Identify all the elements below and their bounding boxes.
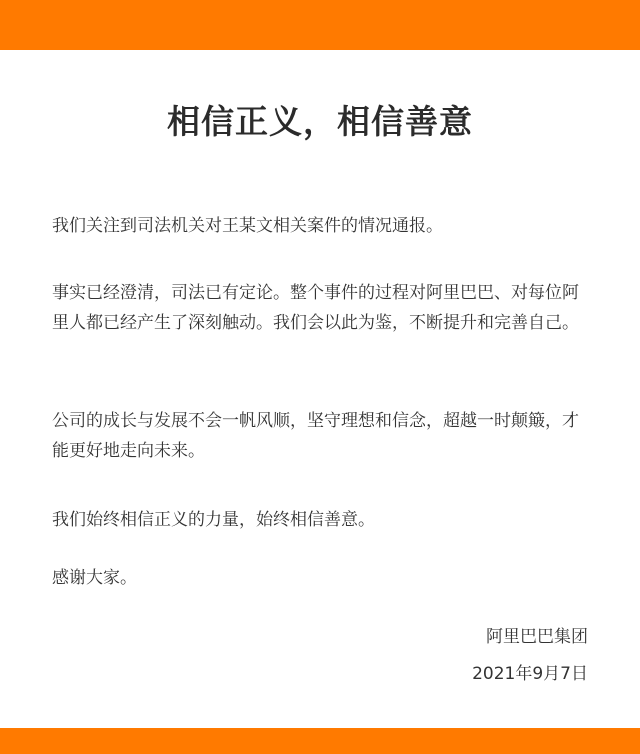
paragraph-3: 公司的成长与发展不会一帆风顺，坚守理想和信念，超越一时颠簸，才能更好地走向未来。 (52, 411, 579, 461)
bottom-orange-bar (0, 728, 640, 754)
signature-date: 2021年9月7日 (472, 664, 588, 684)
top-orange-bar (0, 0, 640, 50)
signature-organization: 阿里巴巴集团 (486, 627, 588, 647)
paragraph-5: 感谢大家。 (52, 568, 137, 588)
paragraph-2: 事实已经澄清，司法已有定论。整个事件的过程对阿里巴巴、对每位阿里人都已经产生了深刻触动。我们会以此为鉴，不断提升和完善自己。 (52, 283, 579, 333)
page-title: 相信正义，相信善意 (167, 102, 473, 141)
paragraph-4: 我们始终相信正义的力量，始终相信善意。 (52, 510, 375, 530)
paragraph-1: 我们关注到司法机关对王某文相关案件的情况通报。 (52, 216, 443, 236)
